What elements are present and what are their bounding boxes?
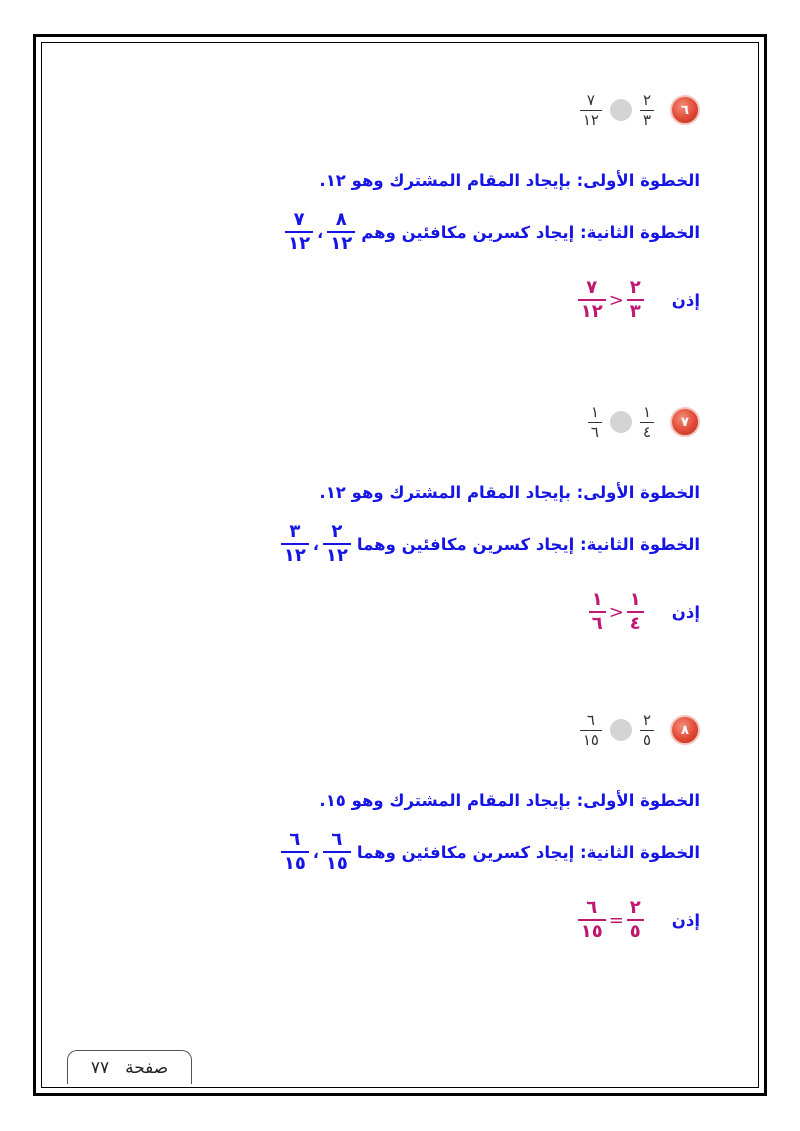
- step-one-row: [140, 166, 700, 194]
- step-one-text: الخطوة الأولى: بإيجاد المقام المشترك وهو ١٢.: [319, 482, 700, 502]
- compare-circle-blank: [610, 99, 632, 121]
- equivalent-fraction-2: [285, 211, 313, 253]
- result-fraction-right-denominator: ٤: [629, 613, 641, 634]
- problem-block: [140, 392, 700, 636]
- step-one-row: [140, 478, 700, 506]
- result-fraction-left: [578, 279, 606, 321]
- question-fraction-right-denominator: ٥: [642, 730, 651, 749]
- result-label: إذن: [671, 602, 700, 622]
- result-row: [140, 896, 700, 944]
- equivalent-fraction-2: [281, 523, 309, 565]
- compare-circle-blank: [610, 411, 632, 433]
- equivalent-fraction-2-numerator: ٣: [289, 521, 301, 542]
- question-fraction-left: [580, 90, 602, 129]
- step-one-text: الخطوة الأولى: بإيجاد المقام المشترك وهو ١٥.: [319, 790, 700, 810]
- step-two-row: [140, 210, 700, 254]
- equivalent-fraction-2: [281, 831, 309, 873]
- question-fraction-right-numerator: ١: [642, 402, 651, 421]
- equivalent-fraction-1-numerator: ٦: [331, 829, 343, 850]
- question-fraction-left: [588, 402, 602, 441]
- problem-block: [140, 80, 700, 324]
- equivalent-fraction-1: [323, 523, 351, 565]
- equivalent-fraction-1-denominator: ١٢: [330, 233, 353, 254]
- result-fraction-left-numerator: ٦: [586, 897, 598, 918]
- question-row: [140, 80, 700, 140]
- compare-circle-blank: [610, 719, 632, 741]
- question-fraction-right: [640, 90, 654, 129]
- result-row: [140, 588, 700, 636]
- step-two-text: الخطوة الثانية: إيجاد كسرين مكافئين وهما: [356, 842, 700, 862]
- problem-number-badge: ٨: [670, 715, 700, 745]
- step-two-text: الخطوة الثانية: إيجاد كسرين مكافئين وهما: [356, 534, 700, 554]
- separator: ،: [317, 222, 324, 242]
- problem-block: [140, 700, 700, 944]
- question-fraction-left: [580, 710, 602, 749]
- question-fraction-right: [640, 710, 654, 749]
- step-two-row: [140, 522, 700, 566]
- page-number: ٧٧: [90, 1057, 110, 1078]
- equivalent-fraction-1: [327, 211, 355, 253]
- question-fraction-right-numerator: ٢: [642, 710, 651, 729]
- equivalent-fraction-2-numerator: ٦: [289, 829, 301, 850]
- separator: ،: [312, 534, 319, 554]
- step-one-text: الخطوة الأولى: بإيجاد المقام المشترك وهو ١٢.: [319, 170, 700, 190]
- result-fraction-left: [589, 591, 606, 633]
- result-label: إذن: [671, 910, 700, 930]
- step-one-row: [140, 786, 700, 814]
- question-fraction-left-numerator: ١: [590, 402, 599, 421]
- equivalent-fraction-1-denominator: ١٥: [325, 853, 348, 874]
- equivalent-fraction-1-denominator: ١٢: [325, 545, 348, 566]
- separator: ،: [312, 842, 319, 862]
- result-fraction-right-numerator: ٢: [629, 277, 641, 298]
- result-fraction-left-numerator: ١: [591, 589, 603, 610]
- step-two-text: الخطوة الثانية: إيجاد كسرين مكافئين وهم: [361, 222, 700, 242]
- result-label: إذن: [671, 290, 700, 310]
- problem-number-badge: ٦: [670, 95, 700, 125]
- result-fraction-right-numerator: ١: [629, 589, 641, 610]
- result-fraction-right-denominator: ٣: [629, 301, 641, 322]
- question-fraction-left-numerator: ٧: [586, 90, 595, 109]
- result-fraction-left-numerator: ٧: [586, 277, 598, 298]
- page-number-tab: [67, 1050, 192, 1084]
- equivalent-fraction-1-numerator: ٢: [331, 521, 343, 542]
- equivalent-fraction-2-denominator: ١٢: [283, 545, 306, 566]
- question-row: [140, 700, 700, 760]
- result-fraction-right: [627, 279, 644, 321]
- comparison-symbol: <: [608, 601, 624, 623]
- question-fraction-left-denominator: ٦: [590, 422, 599, 441]
- result-fraction-right-numerator: ٢: [629, 897, 641, 918]
- equivalent-fraction-2-denominator: ١٥: [283, 853, 306, 874]
- result-row: [140, 276, 700, 324]
- question-fraction-left-numerator: ٦: [586, 710, 595, 729]
- comparison-symbol: =: [608, 909, 624, 931]
- comparison-symbol: <: [608, 289, 624, 311]
- result-fraction-left-denominator: ٦: [591, 613, 603, 634]
- question-fraction-left-denominator: ١٢: [582, 110, 599, 129]
- result-fraction-left: [578, 899, 606, 941]
- result-fraction-left-denominator: ١٥: [580, 921, 603, 942]
- question-row: [140, 392, 700, 452]
- result-fraction-right-denominator: ٥: [629, 921, 641, 942]
- question-fraction-right-denominator: ٣: [642, 110, 651, 129]
- problem-number-badge: ٧: [670, 407, 700, 437]
- result-fraction-right: [627, 591, 644, 633]
- result-fraction-left-denominator: ١٢: [580, 301, 603, 322]
- question-fraction-right-denominator: ٤: [642, 422, 651, 441]
- equivalent-fraction-1: [323, 831, 351, 873]
- question-fraction-left-denominator: ١٥: [582, 730, 599, 749]
- equivalent-fraction-2-denominator: ١٢: [288, 233, 311, 254]
- equivalent-fraction-1-numerator: ٨: [335, 209, 347, 230]
- result-fraction-right: [627, 899, 644, 941]
- equivalent-fraction-2-numerator: ٧: [293, 209, 305, 230]
- question-fraction-right: [640, 402, 654, 441]
- page-label: صفحة: [125, 1057, 169, 1078]
- question-fraction-right-numerator: ٢: [642, 90, 651, 109]
- step-two-row: [140, 830, 700, 874]
